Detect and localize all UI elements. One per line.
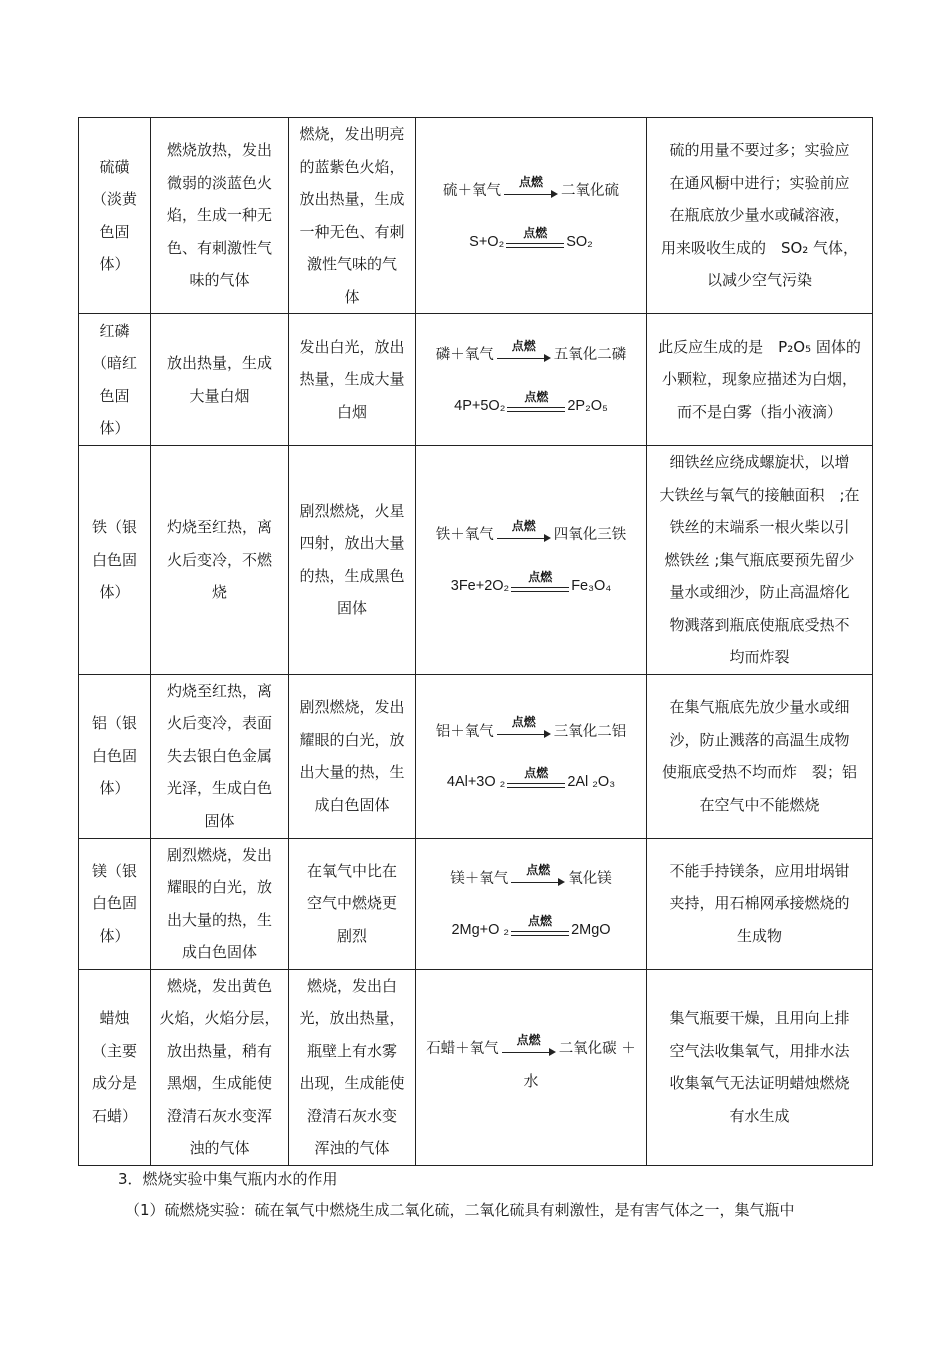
substance-cell: [79, 969, 151, 1165]
reactants: 铁＋氧气: [435, 527, 494, 544]
air-phenomenon-cell-line: 放出热量，稍有: [166, 1041, 272, 1060]
air-phenomenon-cell-line: 燃烧放热，发出: [166, 141, 272, 160]
reaction-arrow-icon: [504, 174, 558, 201]
note-cell-line: 硫的用量不要过多；实验应: [669, 141, 850, 160]
air-phenomenon-cell-line: 成白色固体: [181, 943, 257, 961]
oxygen-phenomenon-cell-line: 的热，生成黑色: [299, 566, 405, 585]
substance-cell-line: 色固: [99, 386, 130, 405]
reaction-arrow-icon: [502, 1032, 556, 1059]
table-row: [79, 446, 873, 675]
products: 2Al ₂O₃: [567, 774, 616, 790]
air-phenomenon-cell-line: 出大量的热，生: [166, 910, 272, 929]
oxygen-phenomenon-cell: [289, 118, 416, 314]
condition-label: 点燃: [528, 569, 553, 584]
symbol-equation: [416, 389, 646, 417]
note-cell-line: 有水生成: [729, 1106, 790, 1125]
oxygen-phenomenon-cell-line: 燃烧，发出白: [306, 976, 397, 995]
oxygen-phenomenon-cell-line: 空气中燃烧更: [306, 894, 397, 913]
paragraph-line: （1）硫燃烧实验：硫在氧气中燃烧生成二氧化硫，二氧化硫具有刺激性，是有害气体之一，集气瓶中: [125, 1201, 795, 1219]
substance-cell-line: 白色固: [91, 746, 137, 765]
symbol-equation: [416, 766, 646, 793]
condition-label: 点燃: [511, 338, 536, 353]
note-cell: [647, 969, 873, 1165]
products: 二氧化碳 ＋: [558, 1041, 636, 1058]
air-phenomenon-cell-line: 灼烧至红热，离: [166, 518, 272, 536]
equation-cell: [416, 838, 647, 969]
reaction-arrow-icon: [497, 715, 551, 741]
equals-condition-sign: [507, 389, 565, 417]
table-row: [79, 969, 873, 1165]
substance-cell-line: 红磷: [99, 321, 130, 340]
reactants: 镁＋氧气: [450, 871, 509, 887]
note-cell-line: 以减少空气污染: [706, 271, 812, 290]
oxygen-phenomenon-cell-line: 热量，生成大量: [299, 370, 405, 389]
oxygen-phenomenon-cell-line: 的蓝紫色火焰，: [299, 157, 405, 176]
air-phenomenon-cell-line: 剧烈燃烧，发出: [166, 845, 272, 864]
oxygen-phenomenon-cell-line: 剧烈燃烧，发出: [299, 698, 405, 716]
substance-cell-line: 色固: [99, 222, 130, 241]
air-phenomenon-cell-line: 焰，生成一种无: [166, 206, 272, 225]
products: 氧化镁: [568, 871, 612, 887]
note-cell-line: 均而炸裂: [729, 648, 790, 666]
note-cell: [647, 838, 873, 969]
substance-cell-line: 蜡烛: [99, 1009, 130, 1027]
condition-label: 点燃: [511, 518, 536, 533]
products: 五氧化二磷: [553, 347, 627, 363]
air-phenomenon-cell: [151, 674, 289, 838]
symbol-equation: [416, 913, 646, 941]
substance-cell-line: 体）: [99, 779, 130, 798]
reaction-arrow-icon: [497, 338, 551, 365]
equation-cell: [416, 118, 647, 314]
note-cell-line: 量水或细沙，防止高温熔化: [669, 583, 850, 601]
note-cell-line: 而不是白雾（指小液滴）: [676, 402, 842, 421]
note-cell-line: 用来吸收生成的 SO₂ 气体，: [660, 238, 859, 257]
oxygen-phenomenon-cell: [289, 969, 416, 1165]
air-phenomenon-cell-line: 失去银白色金属: [166, 746, 272, 765]
note-cell-line: 物溅落到瓶底使瓶底受热不: [669, 615, 850, 634]
condition-label: 点燃: [528, 913, 553, 928]
word-equation: [416, 518, 646, 545]
air-phenomenon-cell-line: 黑烟，生成能使: [166, 1074, 272, 1092]
reaction-arrow-icon: [497, 518, 551, 545]
equals-condition-sign: [511, 569, 569, 597]
note-cell-line: 细铁丝应绕成螺旋状，以增: [669, 453, 850, 471]
equals-condition-sign: [511, 913, 569, 941]
condition-label: 点燃: [524, 766, 549, 780]
note-cell-line: 在通风橱中进行；实验前应: [669, 173, 850, 192]
reactants: 磷＋氧气: [435, 347, 494, 363]
air-phenomenon-cell-line: 大量白烟: [189, 386, 250, 405]
air-phenomenon-cell-line: 色、有刺激性气: [166, 238, 272, 257]
substance-cell: [79, 446, 151, 675]
oxygen-phenomenon-cell-line: 在氧气中比在: [306, 861, 397, 880]
note-cell-line: 小颗粒，现象应描述为白烟，: [661, 370, 857, 389]
air-phenomenon-cell: [151, 314, 289, 446]
substance-cell-line: （淡黄: [91, 190, 137, 208]
oxygen-phenomenon-cell-line: 出现，生成能使: [299, 1074, 405, 1092]
note-cell-line: 使瓶底受热不均而炸 裂；铝: [661, 763, 857, 781]
reactants: 3Fe+2O₂: [450, 577, 510, 594]
substance-cell-line: 体）: [99, 419, 130, 437]
note-cell: [647, 118, 873, 314]
oxygen-phenomenon-cell-line: 白烟: [336, 402, 367, 421]
equation-cell: [416, 446, 647, 675]
products: 2P₂O₅: [567, 397, 608, 414]
products: 二氧化硫: [561, 183, 619, 199]
air-phenomenon-cell: [151, 838, 289, 969]
combustion-table: [78, 117, 873, 1166]
condition-label: 点燃: [523, 225, 548, 240]
equals-condition-sign: [506, 225, 564, 253]
substance-cell: [79, 674, 151, 838]
condition-label: 点燃: [516, 1032, 541, 1047]
air-phenomenon-cell-line: 放出热量，生成: [166, 354, 272, 372]
oxygen-phenomenon-cell-line: 成白色固体: [314, 795, 390, 814]
condition-label: 点燃: [526, 862, 551, 877]
note-cell-line: 此反应生成的是 P₂O₅ 固体的: [658, 337, 861, 356]
air-phenomenon-cell-line: 光泽，生成白色: [166, 779, 272, 798]
oxygen-phenomenon-cell: [289, 838, 416, 969]
note-cell: [647, 446, 873, 675]
substance-cell-line: （暗红: [91, 354, 137, 372]
oxygen-phenomenon-cell: [289, 314, 416, 446]
products: Fe₃O₄: [571, 577, 612, 594]
oxygen-phenomenon-cell-line: 光，放出热量，: [299, 1009, 405, 1027]
table-row: [79, 118, 873, 314]
air-phenomenon-cell: [151, 118, 289, 314]
note-cell-line: 燃铁丝 ;集气瓶底要预先留少: [664, 550, 855, 569]
oxygen-phenomenon-cell-line: 澄清石灰水变: [306, 1106, 397, 1125]
air-phenomenon-cell: [151, 446, 289, 675]
air-phenomenon-cell-line: 火后变冷，表面: [166, 714, 272, 733]
oxygen-phenomenon-cell-line: 四射，放出大量: [299, 534, 405, 553]
note-cell-line: 在集气瓶底先放少量水或细: [669, 698, 850, 716]
word-equation: [416, 338, 646, 365]
oxygen-phenomenon-cell-line: 燃烧，发出明亮: [299, 125, 405, 143]
note-cell: [647, 674, 873, 838]
note-cell-line: 在瓶底放少量水或碱溶液，: [669, 206, 850, 225]
note-cell-line: 收集氧气无法证明蜡烛燃烧: [669, 1074, 850, 1092]
equation-cell: [416, 314, 647, 446]
substance-cell-line: 镁（银: [91, 861, 137, 880]
oxygen-phenomenon-cell: [289, 446, 416, 675]
products: 三氧化二铝: [553, 723, 627, 740]
substance-cell-line: 铝（银: [91, 714, 137, 733]
section-heading: 3．燃烧实验中集气瓶内水的作用: [118, 1170, 338, 1188]
substance-cell: [79, 118, 151, 314]
substance-cell-line: 铁（银: [91, 518, 137, 536]
note-cell-line: 在空气中不能燃烧: [699, 795, 820, 814]
oxygen-phenomenon-cell-line: 放出热量，生成: [299, 190, 405, 208]
substance-cell-line: 石蜡）: [91, 1106, 137, 1125]
air-phenomenon-cell-line: 固体: [204, 811, 235, 830]
word-equation: [416, 174, 646, 201]
equation-continuation: 水: [523, 1071, 539, 1090]
substance-cell-line: 体）: [99, 255, 130, 273]
reactants: S+O₂: [469, 233, 505, 250]
reactants: 2Mg+O ₂: [451, 921, 510, 938]
note-cell: [647, 314, 873, 446]
oxygen-phenomenon-cell-line: 瓶壁上有水雾: [306, 1041, 397, 1060]
substance-cell-line: 硫磺: [99, 157, 130, 176]
oxygen-phenomenon-cell-line: 发出白光，放出: [299, 337, 405, 356]
note-cell-line: 不能手持镁条，应用坩埚钳: [669, 861, 850, 880]
air-phenomenon-cell-line: 烧: [211, 583, 227, 601]
substance-cell-line: 白色固: [91, 894, 137, 913]
air-phenomenon-cell-line: 浊的气体: [189, 1139, 250, 1157]
substance-cell-line: 白色固: [91, 550, 137, 569]
reaction-arrow-icon: [511, 862, 565, 889]
reactants: 4Al+3O ₂: [446, 774, 506, 790]
note-cell-line: 集气瓶要干燥，且用向上排: [669, 1009, 850, 1027]
reactants: 石蜡＋氧气: [426, 1041, 499, 1058]
note-cell-line: 生成物: [736, 926, 782, 945]
oxygen-phenomenon-cell-line: 固体: [336, 599, 367, 618]
note-cell-line: 铁丝的末端系一根火柴以引: [669, 518, 850, 536]
equation-cell: [416, 969, 647, 1165]
note-cell-line: 大铁丝与氧气的接触面积 ;在: [659, 485, 860, 504]
products: 2MgO: [571, 921, 611, 938]
reactants: 硫＋氧气: [443, 183, 501, 199]
air-phenomenon-cell-line: 澄清石灰水变浑: [166, 1106, 272, 1125]
condition-label: 点燃: [524, 389, 549, 404]
oxygen-phenomenon-cell-line: 剧烈: [336, 926, 367, 945]
air-phenomenon-cell: [151, 969, 289, 1165]
note-cell-line: 沙，防止溅落的高温生成物: [669, 730, 850, 749]
air-phenomenon-cell-line: 燃烧，发出黄色: [166, 976, 272, 995]
air-phenomenon-cell-line: 耀眼的白光，放: [166, 878, 272, 896]
symbol-equation: [416, 225, 646, 253]
word-equation: [416, 715, 646, 741]
air-phenomenon-cell-line: 微弱的淡蓝色火: [166, 173, 272, 192]
table-row: [79, 314, 873, 446]
products: 四氧化三铁: [553, 527, 627, 544]
oxygen-phenomenon-cell-line: 耀眼的白光，放: [299, 730, 405, 749]
substance-cell-line: 成分是: [91, 1074, 137, 1092]
substance-cell-line: 体）: [99, 926, 130, 945]
table-row: [79, 674, 873, 838]
reactants: 4P+5O₂: [454, 397, 506, 414]
symbol-equation: [416, 569, 646, 597]
substance-cell-line: 体）: [99, 583, 130, 601]
equals-condition-sign: [507, 766, 565, 793]
condition-label: 点燃: [518, 174, 543, 189]
oxygen-phenomenon-cell-line: 激性气味的气: [306, 255, 397, 273]
oxygen-phenomenon-cell: [289, 674, 416, 838]
oxygen-phenomenon-cell-line: 一种无色、有刺: [299, 222, 405, 241]
substance-cell-line: （主要: [91, 1041, 137, 1060]
air-phenomenon-cell-line: 火后变冷，不燃: [166, 550, 272, 569]
air-phenomenon-cell-line: 火焰，火焰分层，: [159, 1009, 280, 1027]
air-phenomenon-cell-line: 味的气体: [189, 271, 250, 290]
condition-label: 点燃: [511, 715, 536, 729]
word-equation: [416, 862, 646, 889]
oxygen-phenomenon-cell-line: 体: [344, 287, 360, 306]
substance-cell: [79, 838, 151, 969]
oxygen-phenomenon-cell-line: 浑浊的气体: [314, 1139, 390, 1157]
oxygen-phenomenon-cell-line: 出大量的热，生: [299, 763, 405, 781]
oxygen-phenomenon-cell-line: 剧烈燃烧，火星: [299, 501, 405, 520]
reactants: 铝＋氧气: [435, 723, 494, 740]
equation-cell: [416, 674, 647, 838]
table-row: [79, 838, 873, 969]
substance-cell: [79, 314, 151, 446]
word-equation: [416, 1032, 646, 1059]
air-phenomenon-cell-line: 灼烧至红热，离: [166, 681, 272, 700]
products: SO₂: [566, 233, 593, 250]
note-cell-line: 空气法收集氧气，用排水法: [669, 1041, 850, 1060]
note-cell-line: 夹持，用石棉网承接燃烧的: [669, 894, 850, 913]
